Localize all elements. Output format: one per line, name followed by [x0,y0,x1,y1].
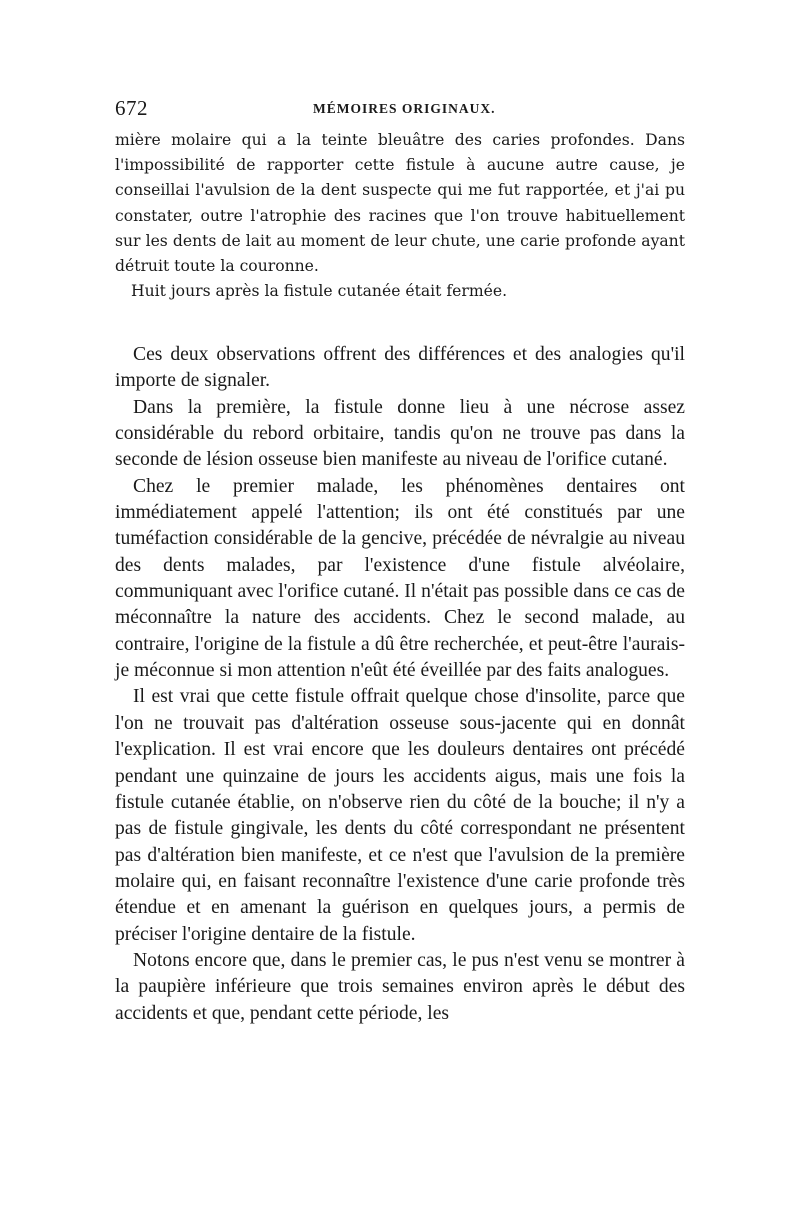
main-body-text [115,342,685,1027]
running-head: MÉMOIRES ORIGINAUX. [313,101,496,116]
paragraph-pus-note: Notons encore que, dans le premier cas, le pus n'est venu se montrer à la paupière inférieure que trois semaines environ après le début des accidents et que, pendant cette période, les [115,949,685,1024]
paragraph-fistula-closed: Huit jours après la fistule cutanée était fermée. [131,282,508,301]
paragraph-unusual-fistula: Il est vrai que cette fistule offrait quelque chose d'insolite, parce que l'on ne trouvait pas d'altération osseuse sous-jacente qui en donnât l'explication. Il est vrai encore que les douleurs dentaires ont précédé pendant une quinzaine de jours les accidents aigus, mais une fois la fistule cutanée établie, on n'observe rien du côté de la bouche; il n'y a pas de fistule gingivale, les dents du côté correspondant ne présentent pas d'altération bien manifeste, et ce n'est que l'avulsion de la première molaire qui, en faisant reconnaître l'existence d'une carie profonde très étendue et en amenant la guérison en quelques jours, a permis de préciser l'origine dentaire de la fistule. [115,686,685,945]
page-number: 672 [115,96,148,120]
page-header [115,96,685,126]
paragraph-first-case: Dans la première, la fistule donne lieu à une nécrose assez considérable du rebord orbitaire, tandis qu'on ne trouve pas dans la seconde de lésion osseuse bien manifeste au niveau de l'orifice cutané. [115,396,685,471]
paragraph-continuation: mière molaire qui a la teinte bleuâtre des caries profondes. Dans l'impossibilité de rapporter cette fistule à aucune autre cause, je conseillai l'avulsion de la dent suspecte qui me fut rapportée, et j'ai pu constater, outre l'atrophie des racines que l'on trouve habituellement sur les dents de lait au moment de leur chute, une carie profonde ayant détruit toute la couronne. [115,131,685,276]
paragraph-observations-intro: Ces deux observations offrent des différences et des analogies qu'il importe de signaler. [115,344,685,392]
preceding-observation-text [115,128,685,304]
paragraph-first-patient: Chez le premier malade, les phénomènes dentaires ont immédiatement appelé l'attention; ils ont été constitués par une tuméfaction considérable de la gencive, précédée de névralgie au niveau des dents malades, par l'existence d'une fistule alvéolaire, communiquant avec l'orifice cutané. Il n'était pas possible dans ce cas de méconnaître la nature des accidents. Chez le second malade, au contraire, l'origine de la fistule a dû être recherchée, et peut-être l'aurais-je méconnue si mon attention n'eût été éveillée par des faits analogues. [115,475,685,682]
